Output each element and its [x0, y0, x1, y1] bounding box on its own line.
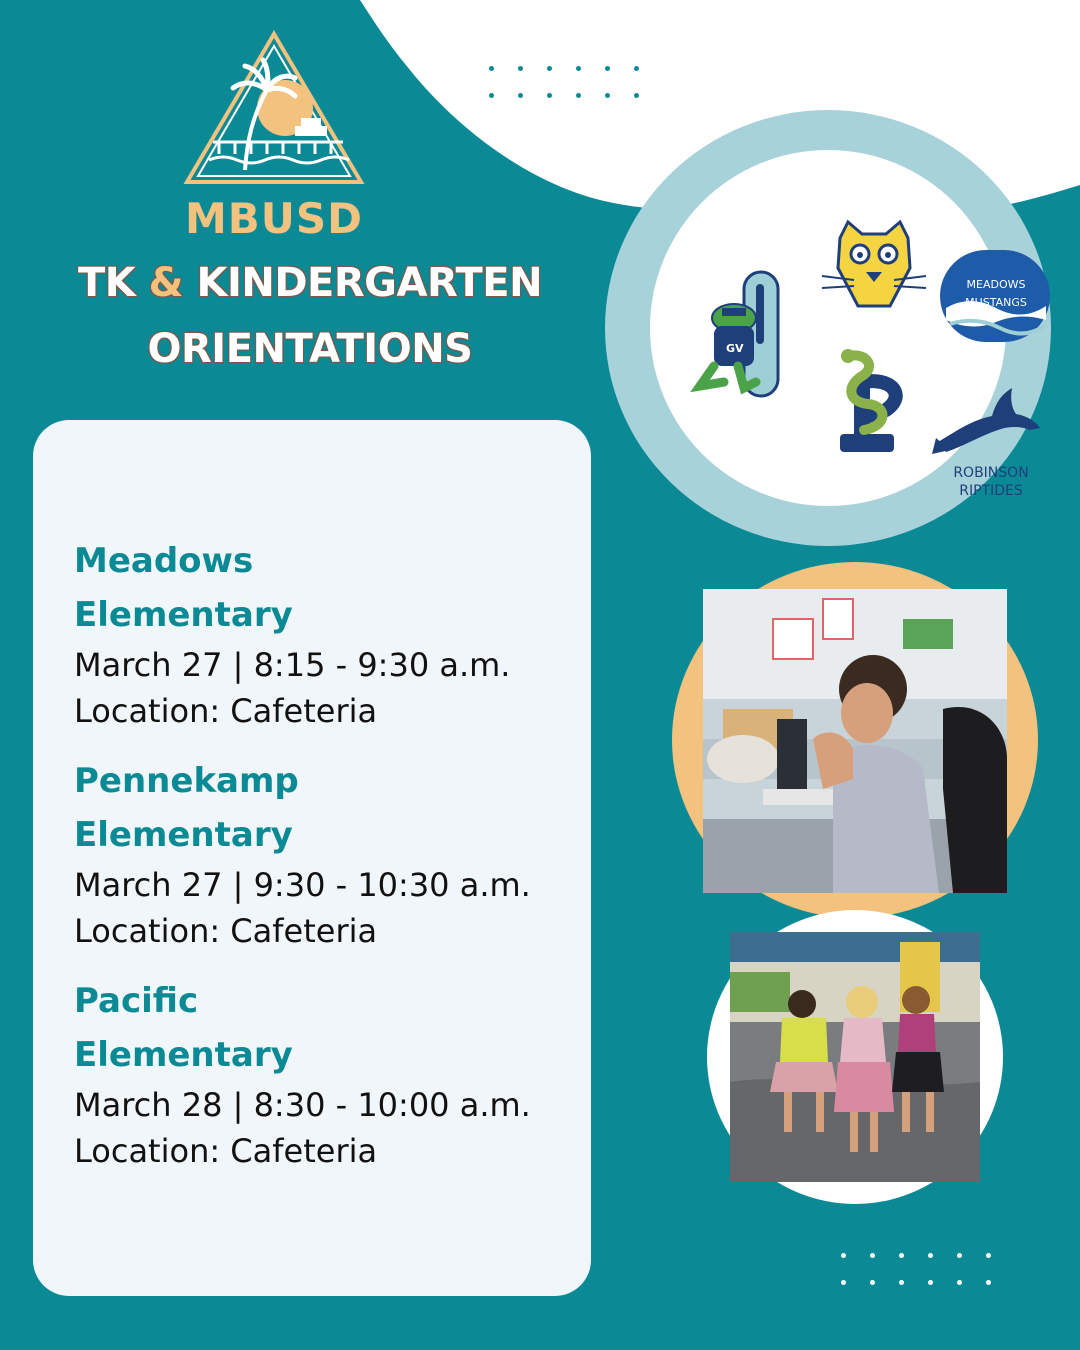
school-name-line2: Elementary [74, 1035, 293, 1075]
dragon-p-mascot-icon [818, 346, 914, 458]
location: Location: Cafeteria [74, 692, 378, 730]
date-time: March 27 | 8:15 - 9:30 a.m. [74, 646, 511, 684]
title-line-2: ORIENTATIONS [147, 326, 473, 372]
gv-badge: GV [726, 342, 744, 355]
school-name-line1: Meadows [74, 541, 254, 581]
logo-wordmark: MBUSD [184, 194, 364, 243]
robinson-riptides-label [932, 464, 1050, 500]
title-kindergarten: KINDERGARTEN [196, 260, 543, 306]
school-name [74, 534, 374, 642]
school-name [74, 754, 374, 862]
location: Location: Cafeteria [74, 1132, 378, 1170]
school-name-line2: Elementary [74, 815, 293, 855]
schedule-entry-meadows [74, 534, 510, 734]
location: Location: Cafeteria [74, 912, 378, 950]
schedule-entry-pennekamp [74, 754, 531, 954]
school-name-line2: Elementary [74, 595, 293, 635]
robinson-label-line2: RIPTIDES [959, 483, 1023, 499]
student-microscope-illustration [703, 589, 1007, 893]
school-name [74, 974, 374, 1082]
palm-pier-emblem-icon [183, 30, 365, 190]
mascots-circle [605, 110, 1051, 546]
panther-mascot-icon [818, 218, 930, 318]
students-walking-illustration [730, 932, 980, 1182]
title-ampersand: & [148, 260, 184, 306]
dot-grid-top [489, 66, 640, 98]
date-time: March 28 | 8:30 - 10:00 a.m. [74, 1086, 531, 1124]
title-line-1 [20, 250, 600, 316]
robinson-label-line1: ROBINSON [953, 465, 1029, 481]
gator-mascot-icon [694, 270, 790, 400]
page-title [20, 250, 600, 382]
mascots-panel [650, 150, 1029, 506]
meadows-label-line1: MEADOWS [966, 278, 1026, 291]
date-time: March 27 | 9:30 - 10:30 a.m. [74, 866, 531, 904]
meadows-label-line2: MUSTANGS [965, 296, 1027, 309]
students-walking-photo [730, 932, 980, 1182]
schedule-entry-pacific [74, 974, 531, 1174]
school-name-line1: Pennekamp [74, 761, 299, 801]
students-walking-photo-circle [707, 910, 1003, 1204]
meadows-mustangs-label [950, 276, 1042, 312]
title-tk: TK [77, 260, 136, 306]
school-name-line1: Pacific [74, 981, 199, 1021]
dolphin-mascot-icon [932, 380, 1050, 460]
dot-grid-bottom [841, 1253, 992, 1285]
microscope-photo [703, 589, 1007, 893]
microscope-photo-circle [672, 562, 1038, 918]
mbusd-logo [183, 30, 365, 243]
